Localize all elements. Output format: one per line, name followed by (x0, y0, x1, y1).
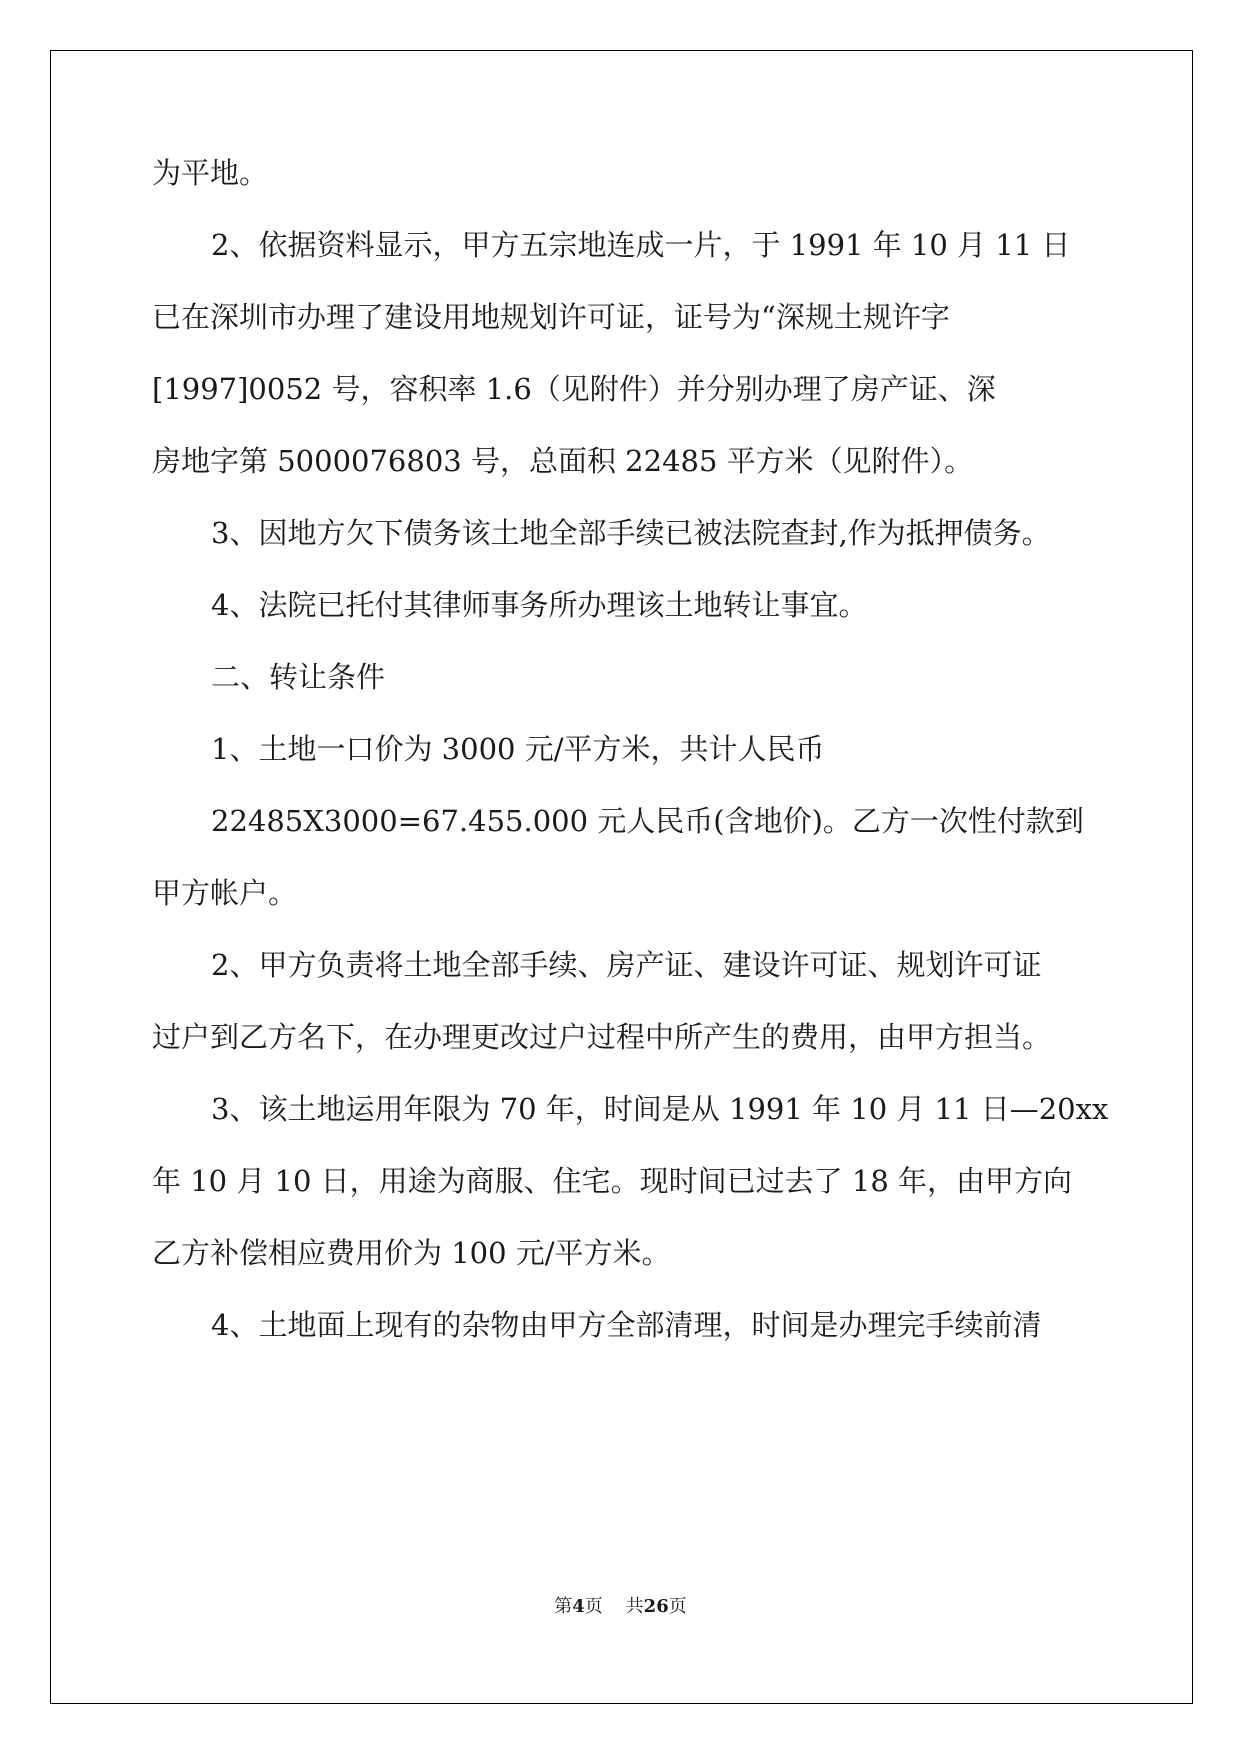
text-line: 1、土地一口价为 3000 元/平方米，共计人民币 (211, 732, 825, 766)
page-suffix: 页 (584, 1596, 603, 1617)
text-line: 已在深圳市办理了建设用地规划许可证，证号为“深规土规许字 (152, 300, 950, 334)
text-line: 过户到乙方名下，在办理更改过户过程中所产生的费用，由甲方担当。 (152, 1020, 1052, 1054)
text-line: 年 10 月 10 日，用途为商服、住宅。现时间已过去了 18 年，由甲方向 (152, 1164, 1073, 1198)
text-line: 甲方帐户。 (152, 876, 298, 910)
text-line: 22485X3000=67.455.000 元人民币(含地价)。乙方一次性付款到 (211, 804, 1084, 838)
section-heading: 二、转让条件 (211, 660, 386, 694)
text-line: 2、依据资料显示，甲方五宗地连成一片，于 1991 年 10 月 11 日 (211, 228, 1071, 262)
total-suffix: 页 (668, 1596, 687, 1617)
total-prefix: 共 (625, 1596, 644, 1617)
text-line: 房地字第 5000076803 号，总面积 22485 平方米（见附件）。 (152, 444, 974, 478)
text-line: 3、因地方欠下债务该土地全部手续已被法院查封,作为抵押债务。 (211, 516, 1051, 550)
text-line: [1997]0052 号，容积率 1.6（见附件）并分别办理了房产证、深 (152, 372, 996, 406)
text-line: 为平地。 (152, 156, 269, 190)
page-footer (0, 1592, 1241, 1618)
page-total: 26 (643, 1596, 669, 1617)
page-prefix: 第 (554, 1596, 573, 1617)
text-line: 4、土地面上现有的杂物由甲方全部清理，时间是办理完手续前清 (211, 1308, 1042, 1342)
text-line: 3、该土地运用年限为 70 年，时间是从 1991 年 10 月 11 日—20xx (211, 1092, 1109, 1126)
page-current: 4 (572, 1596, 585, 1617)
text-line: 4、法院已托付其律师事务所办理该土地转让事宜。 (211, 588, 868, 622)
text-line: 乙方补偿相应费用价为 100 元/平方米。 (152, 1236, 671, 1270)
text-line: 2、甲方负责将土地全部手续、房产证、建设许可证、规划许可证 (211, 948, 1042, 982)
